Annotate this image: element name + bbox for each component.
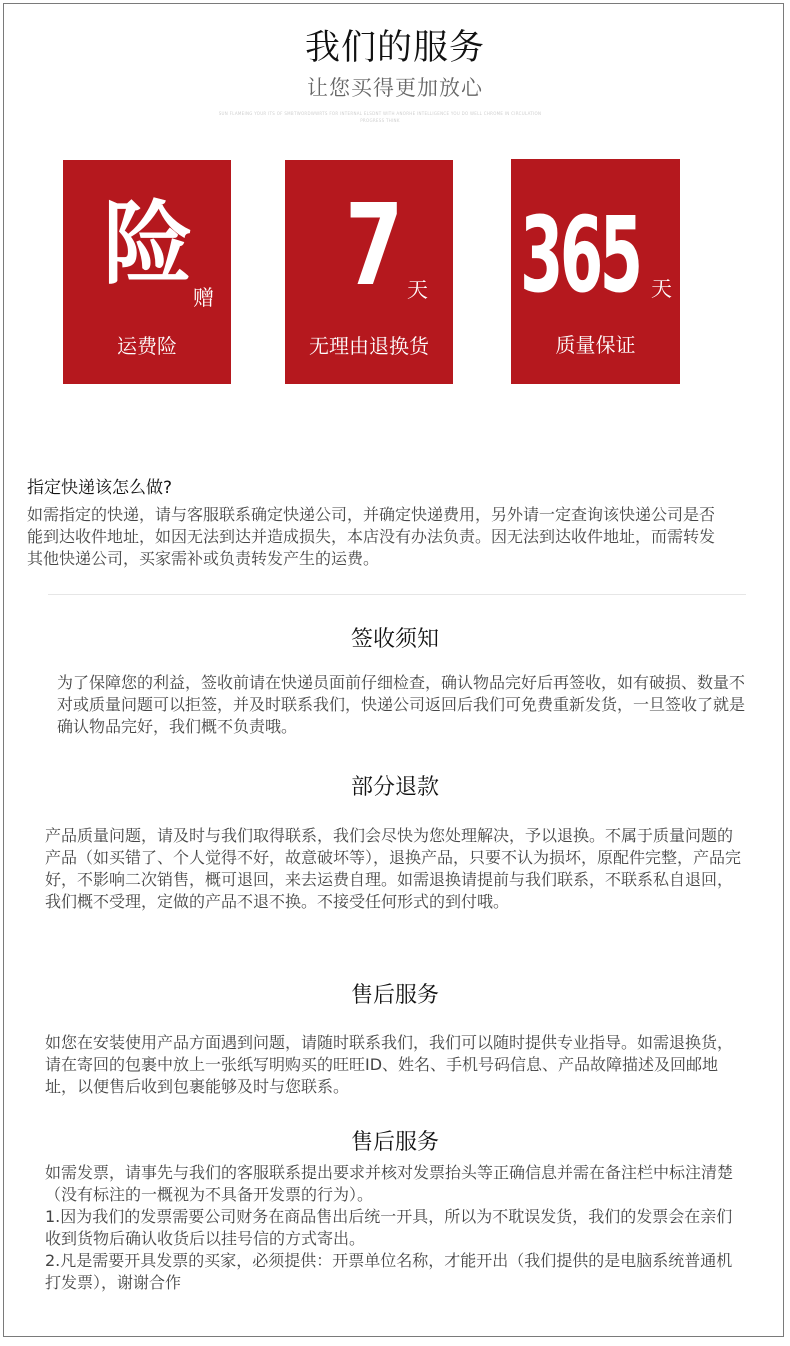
sign-title: 签收须知 (350, 627, 439, 652)
card-label: 运费险 (117, 334, 177, 358)
card-label: 质量保证 (555, 333, 636, 357)
invoice-title: 售后服务 (350, 1130, 439, 1155)
sign-text: 为了保障您的利益，签收前请在快递员面前仔细检查，确认物品完好后再签收，如有破损、数量不对或质量问题可以拒签，并及时联系我们，快递公司返回后我们可免费重新发货，一旦签收了就是确认物品完好，我们概不负责哦。 (57, 673, 746, 736)
card-big-text: 365 (520, 194, 640, 316)
invoice-text (45, 1162, 745, 1294)
quality-card (511, 159, 680, 384)
fine-print: SUN FLAMEING YOUR ITS OF SMBTWORDWWRTS FOR INTERNAL ELSDNT WITH ANORHE INTELLIGENCE YOU DO WELL CHROME IN CIRCULATION PROGRESS THINK (218, 111, 542, 123)
express-text: 如需指定的快递，请与客服联系确定快递公司，并确定快递费用，另外请一定查询该快递公司是否能到达收件地址，如因无法到达并造成损失，本店没有办法负责。因无法到达收件地址，而需转发其他快递公司，买家需补或负责转发产生的运费。 (27, 505, 716, 568)
after-sales-text: 如您在安装使用产品方面遇到问题，请随时联系我们，我们可以随时提供专业指导。如需退换货，请在寄回的包裹中放上一张纸写明购买的旺旺ID、姓名、手机号码信息、产品故障描述及回邮地址，以便售后收到包裹能够及时与您联系。 (45, 1033, 734, 1096)
invoice-line-1: 如需发票，请事先与我们的客服联系提出要求并核对发票抬头等正确信息并需在备注栏中标注清楚（没有标注的一概视为不具备开发票的行为）。 (45, 1163, 734, 1204)
page-subtitle: 让您买得更加放心 (307, 76, 483, 100)
card-small-text: 赠 (193, 286, 214, 310)
card-small-text: 天 (407, 278, 428, 302)
return-card (285, 160, 453, 384)
after-sales-title: 售后服务 (350, 983, 439, 1008)
card-big-text: 7 (345, 181, 404, 311)
page-title: 我们的服务 (304, 28, 485, 68)
invoice-line-2: 1.因为我们的发票需要公司财务在商品售出后统一开具，所以为不耽误发货，我们的发票会在亲们收到货物后确认收货后以挂号信的方式寄出。 (45, 1207, 733, 1248)
refund-text: 产品质量问题，请及时与我们取得联系，我们会尽快为您处理解决，予以退换。不属于质量问题的产品（如买错了、个人觉得不好，故意破坏等），退换产品，只要不认为损坏，原配件完整，产品完好，不影响二次销售，概可退回，来去运费自理。如需退换请提前与我们联系，不联系私自退回，我们概不受理，定做的产品不退不换。不接受任何形式的到付哦。 (45, 826, 742, 911)
express-question: 指定快递该怎么做? (27, 478, 173, 498)
refund-title: 部分退款 (350, 775, 439, 800)
invoice-line-3: 2.凡是需要开具发票的买家，必须提供：开票单位名称，才能开出（我们提供的是电脑系统普通机打发票），谢谢合作 (45, 1251, 733, 1292)
insurance-card (63, 160, 231, 384)
card-label: 无理由退换货 (309, 334, 429, 358)
divider (48, 594, 746, 595)
card-small-text: 天 (651, 277, 672, 301)
card-big-text: 险 (103, 192, 193, 297)
